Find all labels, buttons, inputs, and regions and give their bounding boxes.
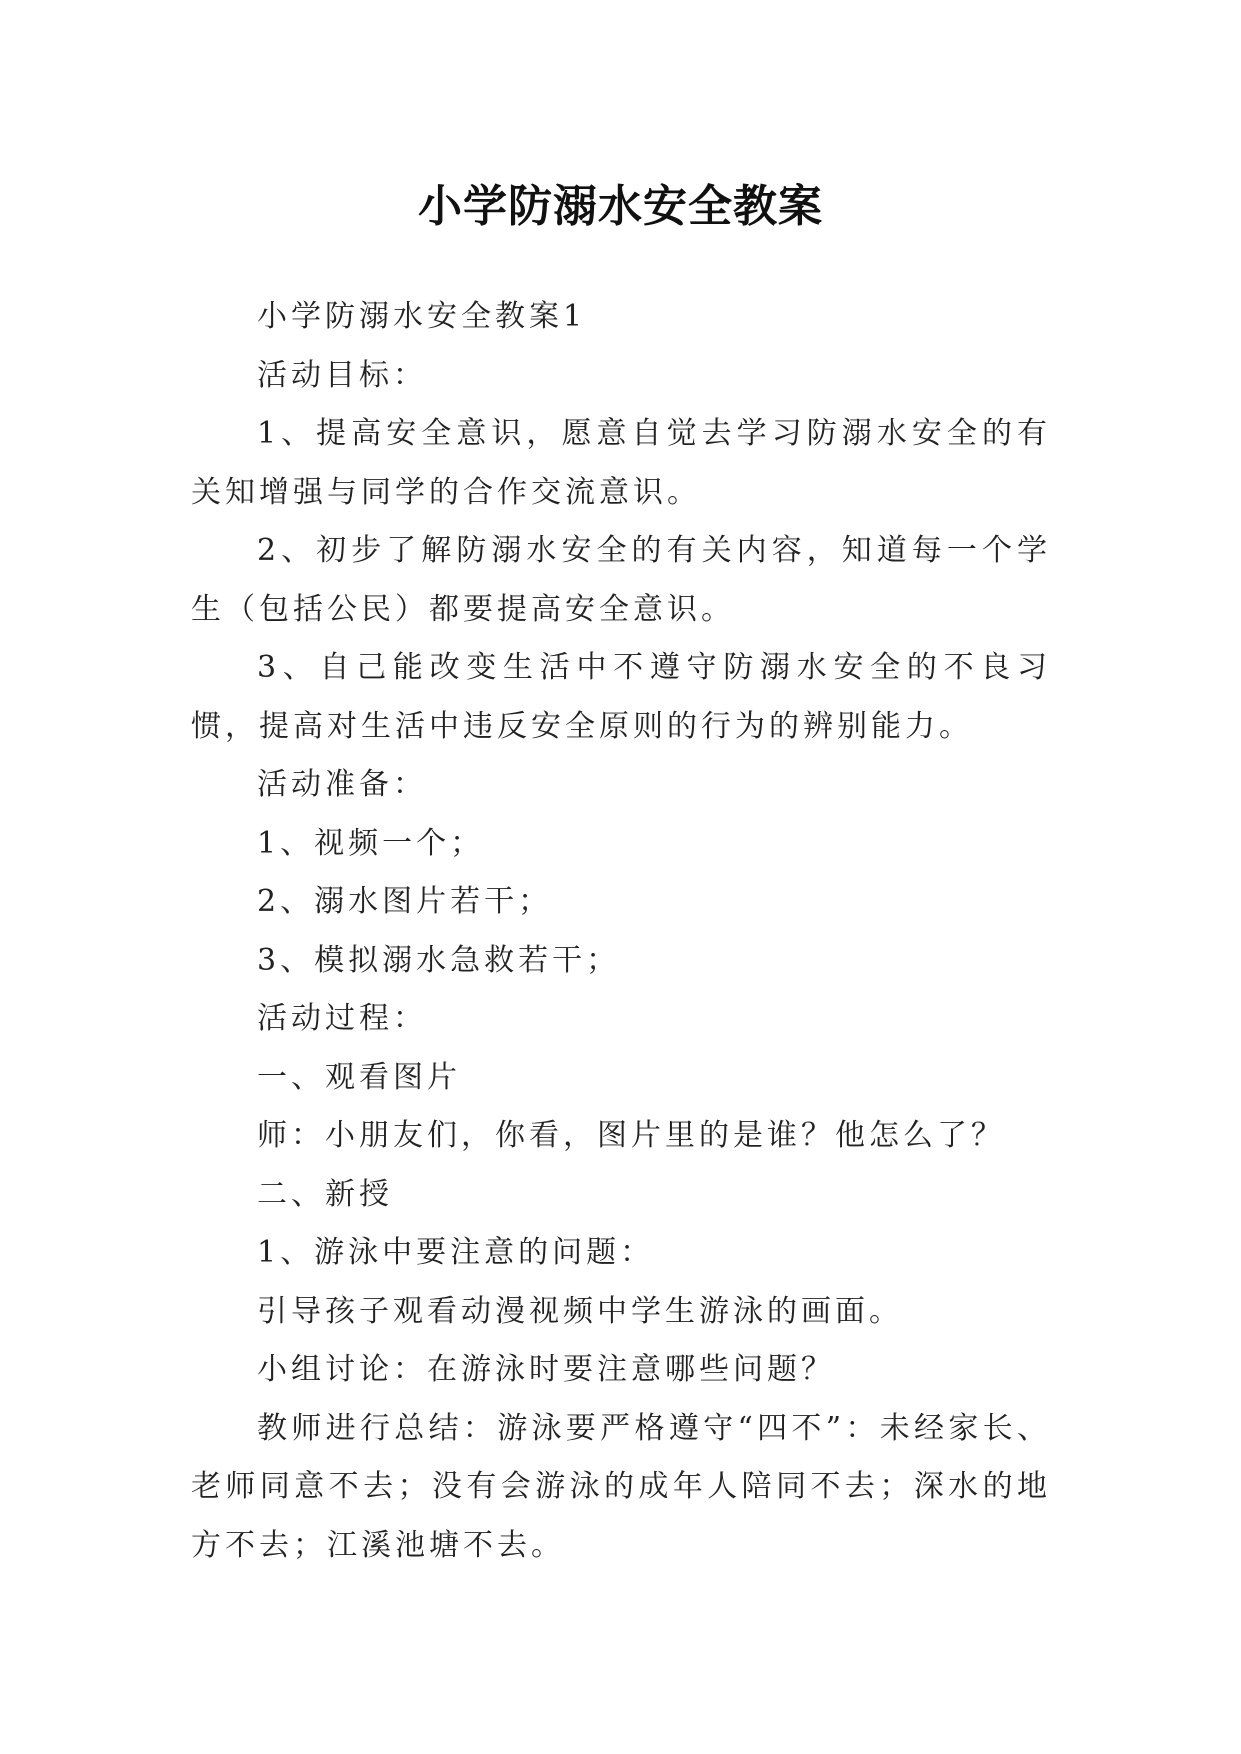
paragraph-swimming-issues: 1、游泳中要注意的问题： bbox=[257, 1235, 655, 1270]
paragraph-preparation-3: 3、模拟溺水急救若干； bbox=[257, 942, 621, 978]
paragraph-preparation-2: 2、溺水图片若干； bbox=[257, 884, 553, 919]
paragraph-activity-goals-heading: 活动目标： bbox=[257, 357, 427, 393]
document-body bbox=[191, 288, 1051, 1575]
paragraph-goal-3: 3、自己能改变生活中不遵守防溺水安全的不良习惯，提高对生活中违反安全原则的行为的辨别能力。 bbox=[191, 650, 1051, 744]
paragraph-goal-2: 2、初步了解防溺水安全的有关内容，知道每一个学生（包括公民）都要提高安全意识。 bbox=[191, 533, 1051, 627]
paragraph-preparation-heading: 活动准备： bbox=[257, 767, 427, 802]
paragraph-step-2-heading: 二、新授 bbox=[257, 1176, 393, 1212]
paragraph-guide-video: 引导孩子观看动漫视频中学生游泳的画面。 bbox=[257, 1293, 903, 1329]
paragraph-goal-1: 1、提高安全意识，愿意自觉去学习防溺水安全的有关知增强与同学的合作交流意识。 bbox=[191, 416, 1051, 510]
paragraph-group-discussion: 小组讨论：在游泳时要注意哪些问题？ bbox=[257, 1352, 835, 1387]
paragraph-step-1-heading: 一、观看图片 bbox=[257, 1059, 461, 1095]
paragraph-section-heading: 小学防溺水安全教案1 bbox=[257, 299, 587, 334]
paragraph-teacher-question: 师：小朋友们，你看，图片里的是谁？他怎么了？ bbox=[257, 1118, 1005, 1153]
document-title: 小学防溺水安全教案 bbox=[418, 181, 823, 233]
paragraph-preparation-1: 1、视频一个； bbox=[257, 825, 485, 861]
paragraph-process-heading: 活动过程： bbox=[257, 1001, 427, 1036]
paragraph-teacher-summary: 教师进行总结：游泳要严格遵守“四不”：未经家长、老师同意不去；没有会游泳的成年人陪同不去；深水的地方不去；江溪池塘不去。 bbox=[191, 1410, 1051, 1563]
